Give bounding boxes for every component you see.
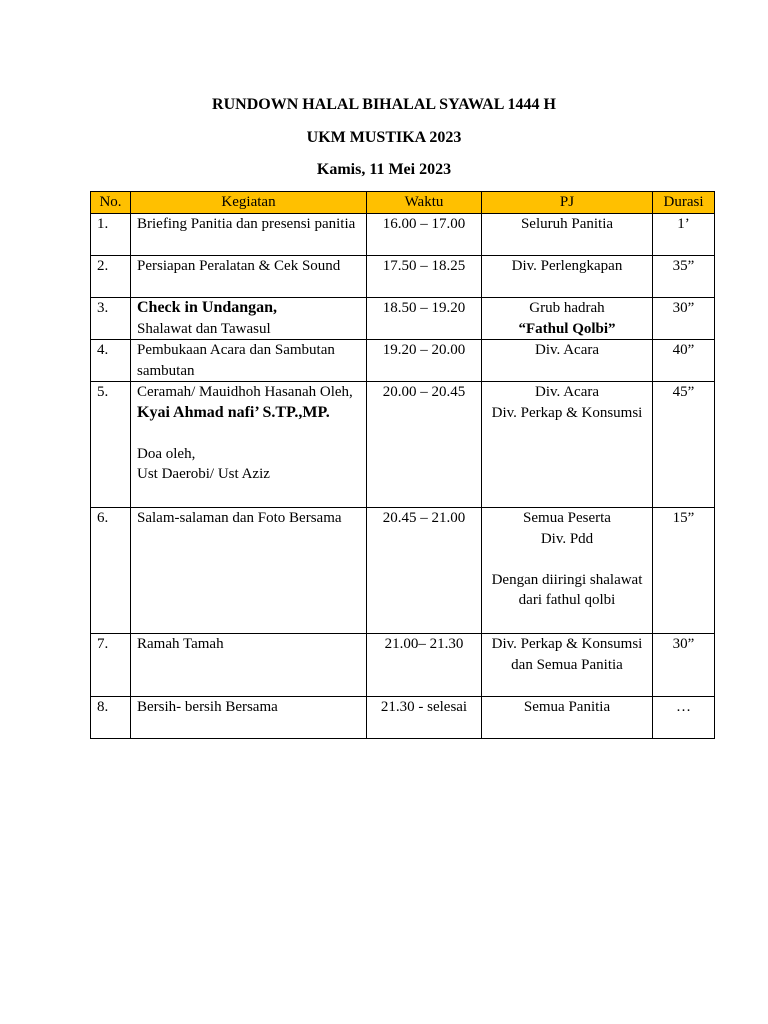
row-pj-line3: Dengan diiringi shalawat dari fathul qolbi	[491, 571, 643, 608]
table-row	[91, 697, 715, 739]
row-kegiatan-line3: Doa oleh,	[137, 445, 196, 462]
row-durasi: 15”	[653, 508, 715, 634]
row-durasi: 40”	[653, 340, 715, 382]
row-kegiatan-line1: Ceramah/ Mauidhoh Hasanah Oleh,	[137, 384, 353, 400]
header-no: No.	[91, 192, 131, 214]
table-row	[91, 340, 715, 382]
row-pj-line1: Div. Acara	[535, 384, 599, 400]
row-waktu: 17.50 – 18.25	[367, 256, 482, 298]
row-no: 1.	[91, 214, 131, 256]
row-durasi: 30”	[653, 634, 715, 697]
event-date: Kamis, 11 Mei 2023	[316, 161, 452, 178]
row-pj	[482, 508, 653, 634]
row-kegiatan: Briefing Panitia dan presensi panitia	[131, 214, 367, 256]
row-kegiatan	[131, 298, 367, 340]
row-pj-line1: Semua Peserta	[523, 510, 611, 526]
row-durasi: 45”	[653, 382, 715, 508]
row-no: 5.	[91, 382, 131, 508]
row-pj-line2: Div. Perkap & Konsumsi	[491, 404, 643, 421]
row-pj: Semua Panitia	[482, 697, 653, 739]
header-pj: PJ	[482, 192, 653, 214]
row-kegiatan-line4: Ust Daerobi/ Ust Aziz	[137, 466, 270, 482]
row-pj-line2: Div. Pdd	[540, 530, 594, 547]
document-title: RUNDOWN HALAL BIHALAL SYAWAL 1444 H	[212, 96, 556, 113]
row-pj-line2: “Fathul Qolbi”	[518, 320, 616, 337]
row-durasi: 30”	[653, 298, 715, 340]
table-row	[91, 508, 715, 634]
row-durasi: 1’	[653, 214, 715, 256]
row-kegiatan	[131, 382, 367, 508]
row-pj	[482, 298, 653, 340]
row-kegiatan: Pembukaan Acara dan Sambutan sambutan	[131, 340, 367, 382]
row-no: 6.	[91, 508, 131, 634]
row-waktu: 20.00 – 20.45	[367, 382, 482, 508]
rundown-table	[90, 191, 715, 739]
row-waktu: 20.45 – 21.00	[367, 508, 482, 634]
row-pj: Div. Perlengkapan	[482, 256, 653, 298]
row-no: 3.	[91, 298, 131, 340]
row-kegiatan-speaker: Kyai Ahmad nafi’ S.TP.,MP.	[137, 403, 330, 421]
row-waktu: 21.30 - selesai	[367, 697, 482, 739]
header-kegiatan: Kegiatan	[131, 192, 367, 214]
row-pj: Div. Acara	[482, 340, 653, 382]
row-no: 7.	[91, 634, 131, 697]
row-waktu: 16.00 – 17.00	[367, 214, 482, 256]
table-row	[91, 214, 715, 256]
row-durasi: 35”	[653, 256, 715, 298]
row-kegiatan-bold: Check in Undangan,	[137, 299, 278, 316]
row-pj-line2: dan Semua Panitia	[511, 656, 623, 673]
row-waktu: 19.20 – 20.00	[367, 340, 482, 382]
row-pj	[482, 634, 653, 697]
organization-title: UKM MUSTIKA 2023	[306, 129, 462, 146]
table-row	[91, 298, 715, 340]
table-row	[91, 256, 715, 298]
table-row	[91, 382, 715, 508]
row-kegiatan: Persiapan Peralatan & Cek Sound	[131, 256, 367, 298]
row-no: 4.	[91, 340, 131, 382]
row-durasi: …	[653, 697, 715, 739]
table-header-row	[91, 192, 715, 214]
row-kegiatan: Ramah Tamah	[131, 634, 367, 697]
header-waktu: Waktu	[367, 192, 482, 214]
row-kegiatan: Bersih- bersih Bersama	[131, 697, 367, 739]
table-row	[91, 634, 715, 697]
header-durasi: Durasi	[653, 192, 715, 214]
row-kegiatan: Salam-salaman dan Foto Bersama	[131, 508, 367, 634]
row-no: 2.	[91, 256, 131, 298]
row-waktu: 18.50 – 19.20	[367, 298, 482, 340]
row-pj-line1: Grub hadrah	[529, 300, 605, 316]
row-pj	[482, 382, 653, 508]
row-no: 8.	[91, 697, 131, 739]
row-pj: Seluruh Panitia	[482, 214, 653, 256]
row-kegiatan-line2: Shalawat dan Tawasul	[137, 320, 271, 337]
row-waktu: 21.00– 21.30	[367, 634, 482, 697]
row-pj-line1: Div. Perkap & Konsumsi	[491, 636, 643, 652]
